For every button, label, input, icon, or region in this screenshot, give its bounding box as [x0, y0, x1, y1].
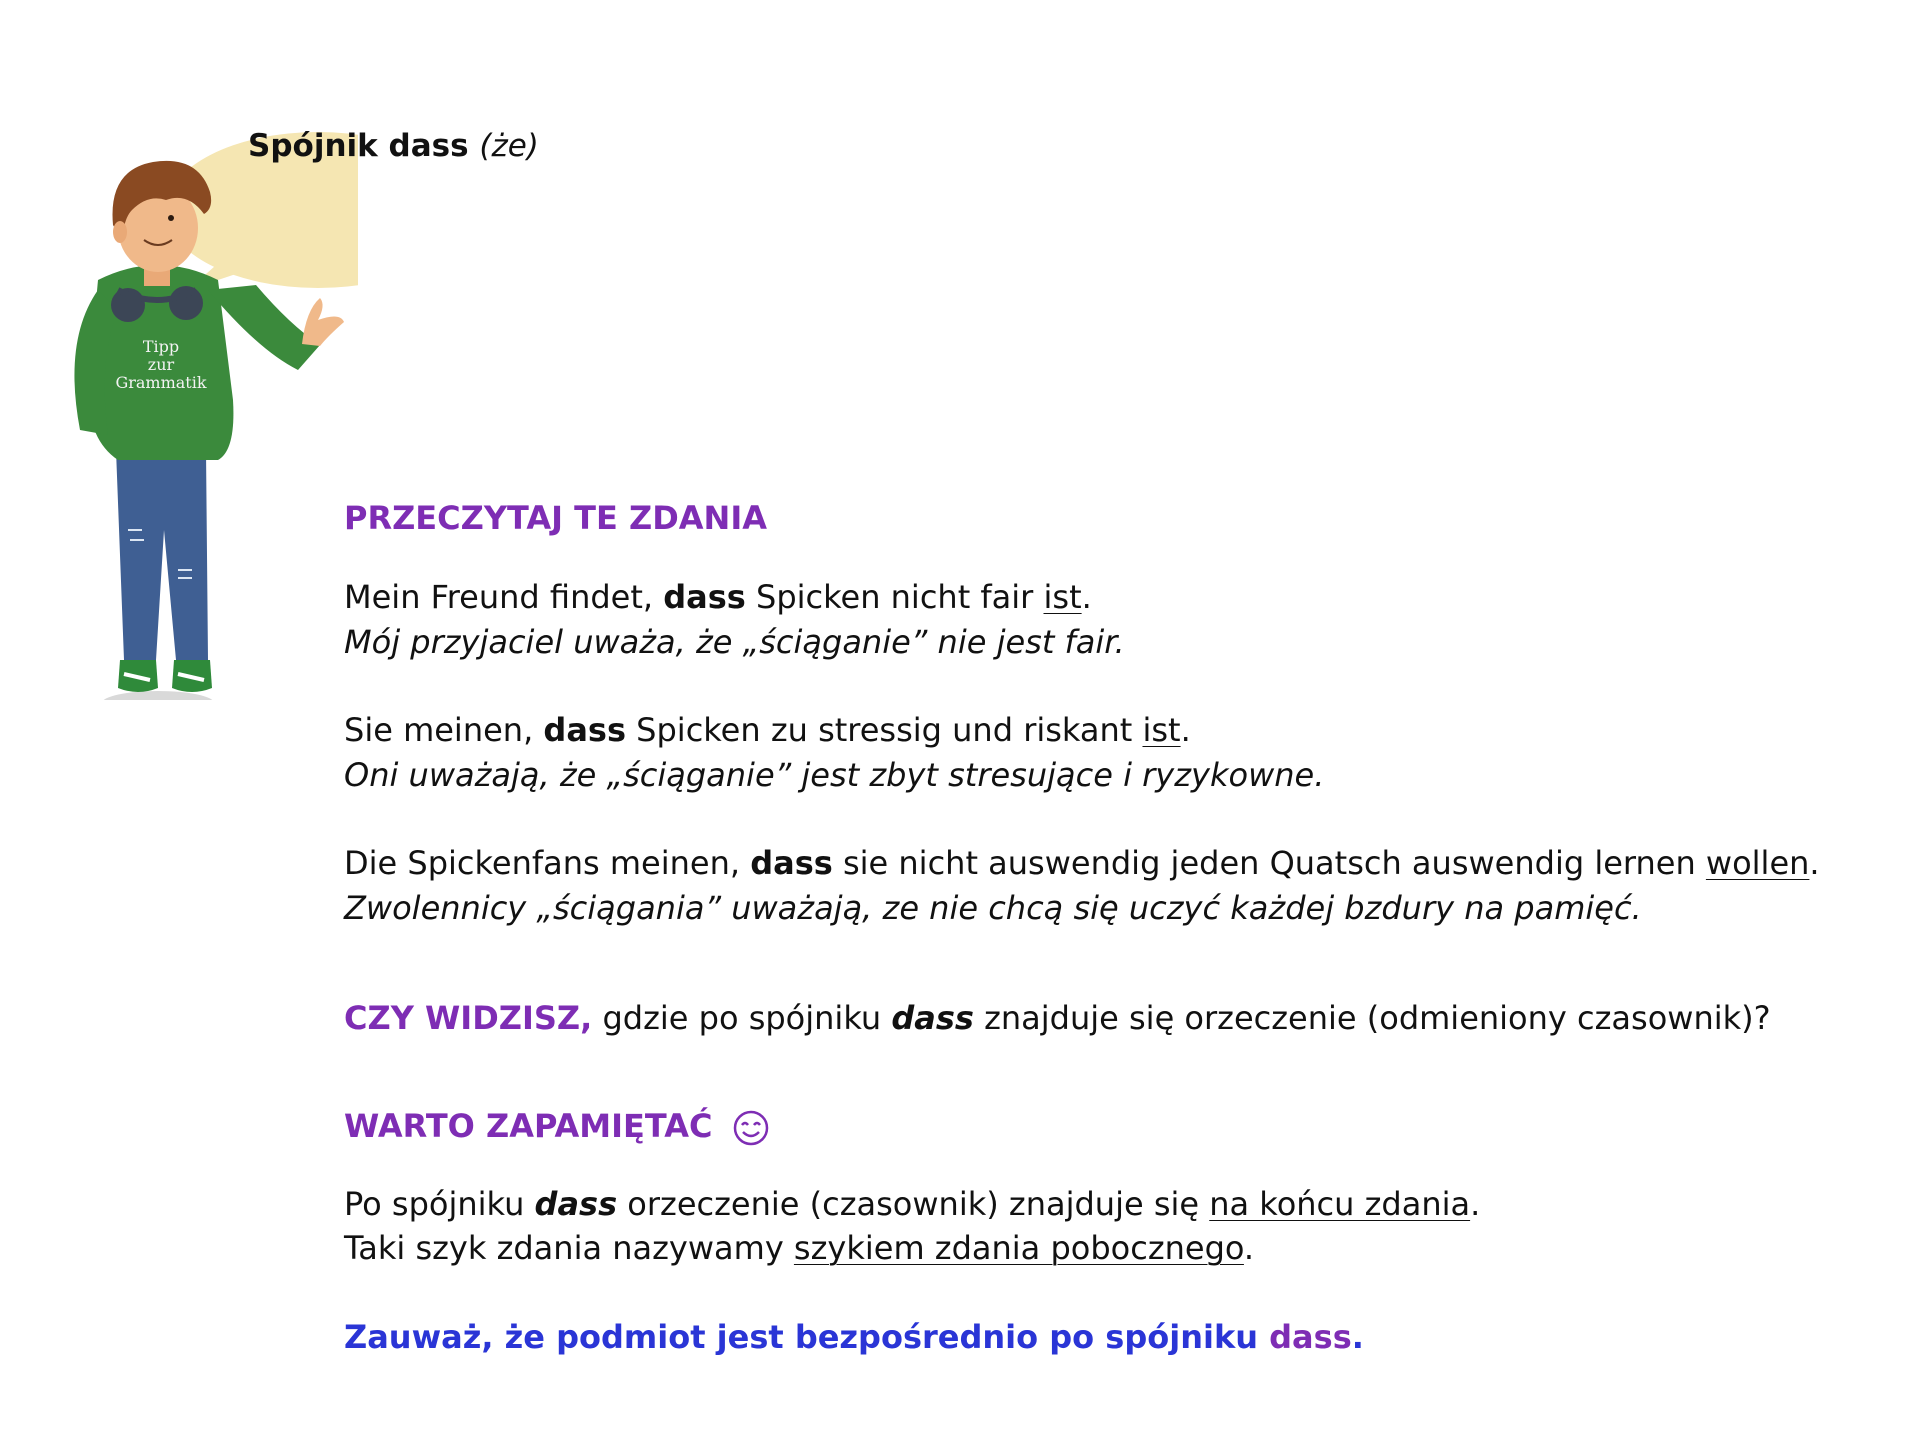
remember-underline: na końcu zdania — [1209, 1185, 1471, 1223]
bubble-italic: (że) — [479, 128, 539, 164]
smiley-icon — [732, 1109, 770, 1147]
note-pre: Zauważ, że podmiot jest bezpośrednio po spójniku — [344, 1318, 1270, 1356]
sentence-mid: Spicken zu stressig und riskant — [626, 711, 1143, 749]
sentence-pre: Die Spickenfans meinen, — [344, 844, 751, 882]
sentence-pre: Mein Freund findet, — [344, 578, 664, 616]
remember-mid: orzeczenie (czasownik) znajduje się — [617, 1185, 1210, 1223]
sentence-conj: dass — [663, 578, 746, 616]
note-conj: dass — [1269, 1318, 1352, 1356]
question-line — [344, 996, 1771, 1040]
sentence-mid: Spicken nicht fair — [745, 578, 1044, 616]
remember-post: . — [1243, 1229, 1255, 1267]
question-post: znajduje się orzeczenie (odmieniony czasownik)? — [973, 999, 1771, 1037]
remember-pre: Po spójniku — [344, 1185, 535, 1223]
sentence-pre: Sie meinen, — [344, 711, 544, 749]
hoodie-text-3: Grammatik — [115, 373, 207, 392]
sentence-pl-1: Mój przyjaciel uważa, że „ściąganie” nie jest fair. — [344, 623, 1125, 661]
remember-line-1 — [344, 1182, 1480, 1226]
sentence-verb: ist — [1142, 711, 1181, 749]
sentence-pl-3: Zwolennicy „ściągania” uważają, ze nie chcą się uczyć każdej bzdury na pamięć. — [344, 889, 1642, 927]
remember-conj: dass — [534, 1185, 618, 1223]
hoodie-text-2: zur — [147, 355, 175, 374]
sentence-verb: ist — [1043, 578, 1082, 616]
sentence-conj: dass — [543, 711, 626, 749]
question-lead: CZY WIDZISZ, — [344, 999, 593, 1037]
hoodie-text-1: Tipp — [142, 337, 180, 356]
sentence-pl-2: Oni uważają, że „ściąganie” jest zbyt stresujące i ryzykowne. — [344, 756, 1325, 794]
question-conj: dass — [891, 999, 974, 1037]
sentence-post: . — [1081, 578, 1092, 616]
remember-heading-text: WARTO ZAPAMIĘTAĆ — [344, 1107, 713, 1145]
remember-post: . — [1470, 1185, 1481, 1223]
sentence-post: . — [1809, 844, 1820, 882]
question-pre: gdzie po spójniku — [592, 999, 892, 1037]
sentence-de-3 — [344, 841, 1820, 885]
bubble-text — [248, 128, 539, 164]
sentence-de-1 — [344, 575, 1092, 619]
sentence-verb: wollen — [1705, 844, 1810, 882]
remember-pre: Taki szyk zdania nazywamy — [344, 1229, 794, 1267]
note-line — [344, 1315, 1364, 1359]
sentence-post: . — [1180, 711, 1191, 749]
section-heading-read: PRZECZYTAJ TE ZDANIA — [344, 499, 767, 537]
sentence-de-2 — [344, 708, 1191, 752]
remember-underline: szykiem zdania pobocznego — [793, 1229, 1244, 1267]
note-post: . — [1351, 1318, 1364, 1356]
bubble-bold: Spójnik dass — [248, 128, 469, 164]
sentence-conj: dass — [750, 844, 833, 882]
section-heading-remember — [344, 1104, 770, 1148]
remember-line-2 — [344, 1226, 1254, 1270]
sentence-mid: sie nicht auswendig jeden Quatsch auswendig lernen — [832, 844, 1706, 882]
boy-mascot-icon — [58, 70, 358, 700]
